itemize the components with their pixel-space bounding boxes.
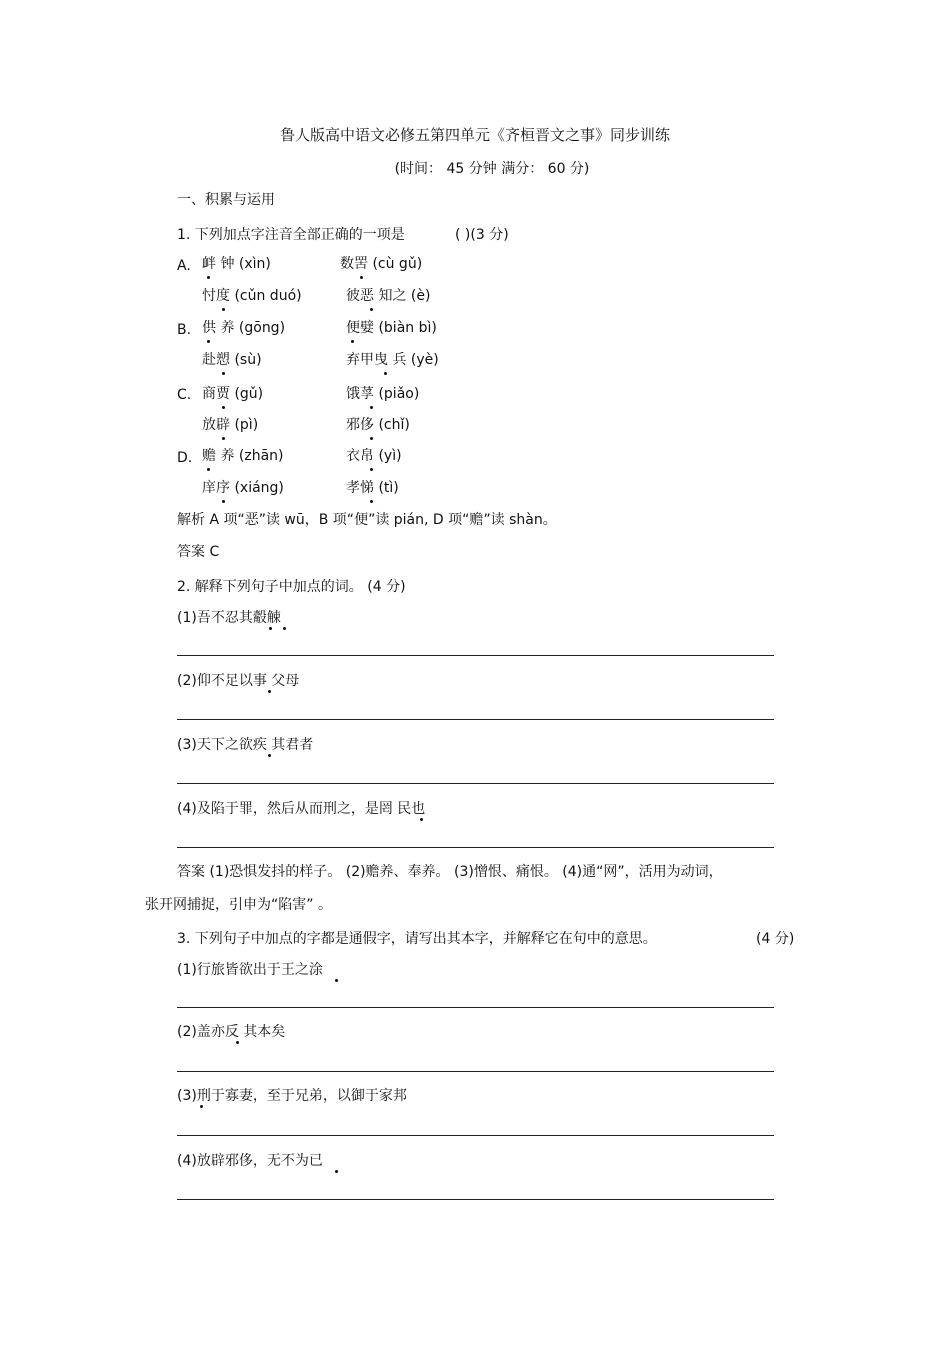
- option-a-r1c2: 数罟 (cù gǔ): [340, 256, 423, 272]
- emphasis-dot: [370, 500, 373, 503]
- emphasis-dot: [335, 979, 338, 982]
- q2-item-4: (4)及陷于罪，然后从而刑之，是罔 民也: [177, 801, 426, 817]
- emphasis-dot: [222, 437, 225, 440]
- option-a-r1c1: 衅 钟 (xìn): [202, 256, 271, 272]
- option-b-r1c2: 便嬖 (biàn bì): [346, 320, 437, 336]
- emphasis-dot: [207, 276, 210, 279]
- option-b-r2c1: 赴愬 (sù): [202, 352, 262, 368]
- emphasis-dot: [207, 340, 210, 343]
- q1-analysis: 解析 A 项“恶”读 wū，B 项“便”读 pián, D 项“赡”读 shàn。: [177, 512, 557, 528]
- q3-item-3: (3)刑于寡妻，至于兄弟，以御于家邦: [177, 1088, 407, 1104]
- emphasis-dot: [268, 690, 271, 693]
- q1-bracket: ( )(3 分): [455, 227, 509, 243]
- option-c-r2c1: 放辟 (pì): [202, 417, 259, 433]
- option-d-r1c1: 赡 养 (zhān): [202, 448, 284, 464]
- option-c-r1c2: 饿莩 (piǎo): [346, 386, 420, 402]
- option-a-r2c2: 彼恶 知之 (è): [346, 288, 431, 304]
- option-d-r2c2: 孝悌 (tì): [346, 480, 399, 496]
- emphasis-dot: [200, 1105, 203, 1108]
- emphasis-dot: [236, 1041, 239, 1044]
- answer-line: [177, 1071, 774, 1072]
- q3-item-4: (4)放辟邪侈，无不为已: [177, 1153, 323, 1169]
- emphasis-dot: [222, 406, 225, 409]
- emphasis-dot: [222, 308, 225, 311]
- q1-answer: 答案 C: [177, 544, 220, 560]
- section-heading: 一、积累与运用: [177, 192, 275, 208]
- q2-stem: 2. 解释下列句子中加点的词。 (4 分): [177, 579, 406, 595]
- answer-line: [177, 655, 774, 656]
- emphasis-dot: [268, 754, 271, 757]
- q2-answer-line1: 答案 (1)恐惧发抖的样子。 (2)赡养、奉养。 (3)憎恨、痛恨。 (4)通“网”，活用为动词，: [177, 864, 723, 880]
- q2-item-3: (3)天下之欲疾 其君者: [177, 737, 314, 753]
- emphasis-dot: [370, 308, 373, 311]
- emphasis-dot: [351, 340, 354, 343]
- emphasis-dot: [384, 372, 387, 375]
- q3-item-1: (1)行旅皆欲出于王之涂: [177, 962, 323, 978]
- answer-line: [177, 847, 774, 848]
- page-subtitle: (时间： 45 分钟 满分： 60 分): [394, 161, 590, 177]
- q3-item-2: (2)盖亦反 其本矣: [177, 1024, 286, 1040]
- answer-line: [177, 1135, 774, 1136]
- q1-stem: 1. 下列加点字注音全部正确的一项是: [177, 227, 405, 243]
- q3-stem: 3. 下列句子中加点的字都是通假字，请写出其本字，并解释它在句中的意思。: [177, 931, 657, 947]
- q2-item-1: (1)吾不忍其觳觫: [177, 610, 281, 626]
- answer-line: [177, 719, 774, 720]
- q2-item-2: (2)仰不足以事 父母: [177, 673, 300, 689]
- emphasis-dot: [335, 1170, 338, 1173]
- option-c-label: C.: [177, 387, 192, 403]
- option-c-r2c2: 邪侈 (chǐ): [346, 417, 410, 433]
- answer-line: [177, 783, 774, 784]
- answer-line: [177, 1007, 774, 1008]
- option-b-r1c1: 供 养 (gōng): [202, 320, 286, 336]
- q3-score: (4 分): [756, 931, 795, 947]
- emphasis-dot: [360, 276, 363, 279]
- option-d-label: D.: [177, 450, 193, 466]
- emphasis-dot: [370, 468, 373, 471]
- q2-answer-line2: 张开网捕捉，引申为“陷害” 。: [145, 897, 332, 913]
- option-a-r2c1: 忖度 (cǔn duó): [202, 288, 302, 304]
- option-d-r2c1: 庠序 (xiáng): [202, 480, 284, 496]
- option-b-label: B.: [177, 322, 192, 338]
- emphasis-dot: [222, 500, 225, 503]
- option-c-r1c1: 商贾 (gǔ): [202, 386, 264, 402]
- emphasis-dot: [269, 627, 272, 630]
- emphasis-dot: [283, 627, 286, 630]
- option-b-r2c2: 弃甲曳 兵 (yè): [346, 352, 439, 368]
- emphasis-dot: [420, 818, 423, 821]
- emphasis-dot: [370, 437, 373, 440]
- option-a-label: A.: [177, 258, 191, 274]
- page-title: 鲁人版高中语文必修五第四单元《齐桓晋文之事》同步训练: [279, 126, 671, 144]
- answer-line: [177, 1199, 774, 1200]
- option-d-r1c2: 衣帛 (yì): [346, 448, 402, 464]
- emphasis-dot: [222, 372, 225, 375]
- emphasis-dot: [370, 406, 373, 409]
- emphasis-dot: [207, 468, 210, 471]
